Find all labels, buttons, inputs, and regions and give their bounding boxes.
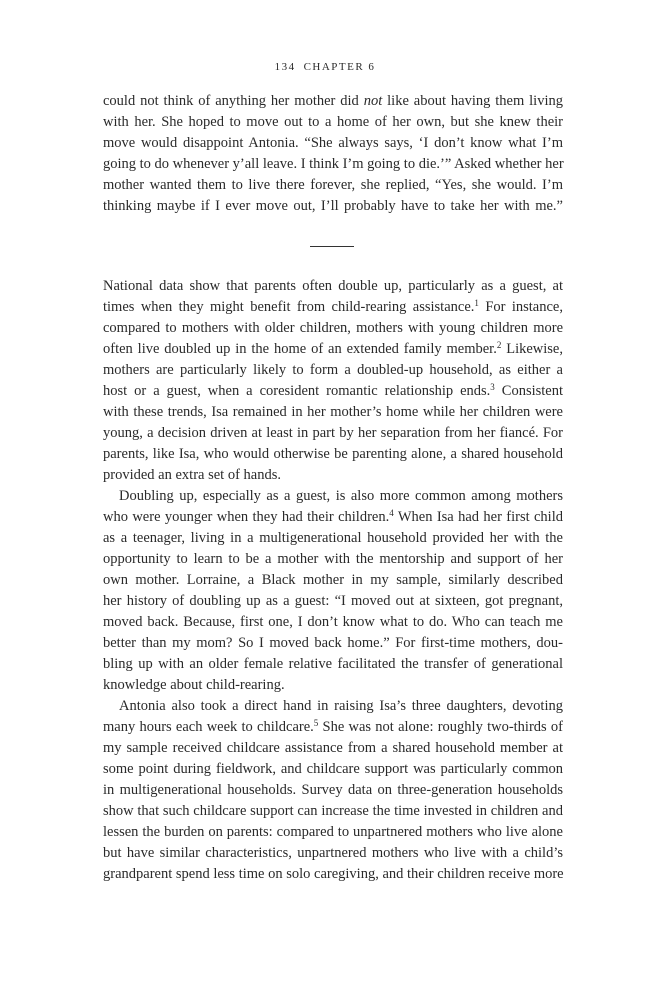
text-line: show that such childcare support can increase the time invested in children and (103, 803, 563, 819)
text-line: opportunity to learn to be a mother with the mentorship and support of her (103, 551, 563, 567)
footnote-marker: 4 (389, 508, 394, 518)
body-paragraph-1 (103, 276, 563, 486)
text-line: lessen the burden on parents: compared to unpartnered mothers who live alone (103, 824, 563, 840)
text-line: mother wanted them to live there forever, she replied, “Yes, she would. I’m (103, 177, 563, 193)
text-line: thinking maybe if I ever move out, I’ll probably have to take her with me.” (103, 198, 563, 214)
text-line: bling up with an older female relative facilitated the transfer of generational (103, 656, 563, 672)
text-line: knowledge about child-rearing. (103, 677, 285, 693)
emphasis: not (363, 93, 383, 109)
text-line: moved back. Because, first one, I don’t know what to do. Who can teach me (103, 614, 563, 630)
text-line: going to do whenever y’all leave. I think I’m going to die.’” Asked whether her (103, 156, 564, 172)
text-line: often live doubled up in the home of an extended family member.$^2$ Likewise, (103, 340, 563, 357)
text-line: host or a guest, when a coresident romantic relationship ends.$^3$ Consistent (103, 382, 563, 399)
text-line: many hours each week to childcare.$^5$ She was not alone: roughly two-thirds of (103, 718, 563, 735)
footnote-marker: 1 (474, 298, 479, 308)
text-line: in multigenerational households. Survey data on three-generation households (103, 782, 563, 798)
text-line: but have similar characteristics, unpartnered mothers who live with a child’s (103, 845, 563, 861)
footnote-marker: 5 (313, 718, 319, 728)
text-line: move would disappoint Antonia. “She always says, ‘I don’t know what I’m (103, 135, 563, 151)
text-line: could not think of anything her mother did not like about having them living (103, 93, 563, 109)
text-line: who were younger when they had their children.$^4$ When Isa had her first child (103, 508, 563, 525)
continued-paragraph (103, 91, 563, 217)
running-head (0, 61, 650, 73)
text-line: mothers are particularly likely to form a doubled-up household, as either a (103, 362, 563, 378)
text-line: some point during fieldwork, and childcare support was particularly common (103, 761, 563, 777)
text-line: times when they might benefit from child-rearing assistance.$^1$ For instance, (103, 298, 563, 315)
text-line: Antonia also took a direct hand in raising Isa’s three daughters, devoting (119, 698, 563, 714)
text-line: better than my mom? So I moved back home.” For first-time mothers, dou- (103, 635, 563, 651)
text-line: Doubling up, especially as a guest, is also more common among mothers (119, 488, 563, 504)
text-line: own mother. Lorraine, a Black mother in my sample, similarly described (103, 572, 563, 588)
text-line: my sample received childcare assistance from a shared household member at (103, 740, 563, 756)
chapter-label: CHAPTER 6 (303, 61, 376, 73)
text-line: compared to mothers with older children, mothers with young children more (103, 320, 563, 336)
footnote-marker: 3 (490, 382, 495, 392)
body-paragraph-3 (103, 696, 563, 885)
text-line: parents, like Isa, who would otherwise be parenting alone, a shared household (103, 446, 563, 462)
page-number: 134 (274, 61, 296, 73)
text-line: with these trends, Isa remained in her mother’s home while her children were (103, 404, 563, 420)
text-line: National data show that parents often double up, particularly as a guest, at (103, 278, 563, 294)
section-break-rule (310, 246, 354, 247)
text-line: with her. She hoped to move out to a home of her own, but she knew their (103, 114, 563, 130)
text-line: provided an extra set of hands. (103, 467, 281, 483)
body-paragraph-2 (103, 486, 563, 696)
text-line: as a teenager, living in a multigenerational household provided her with the (103, 530, 563, 546)
text-line: grandparent spend less time on solo caregiving, and their children receive more (103, 866, 564, 882)
footnote-marker: 2 (496, 340, 502, 350)
text-line: young, a decision driven at least in part by her separation from her fiancé. For (103, 425, 563, 441)
text-line: her history of doubling up as a guest: “I moved out at sixteen, got pregnant, (103, 593, 563, 609)
